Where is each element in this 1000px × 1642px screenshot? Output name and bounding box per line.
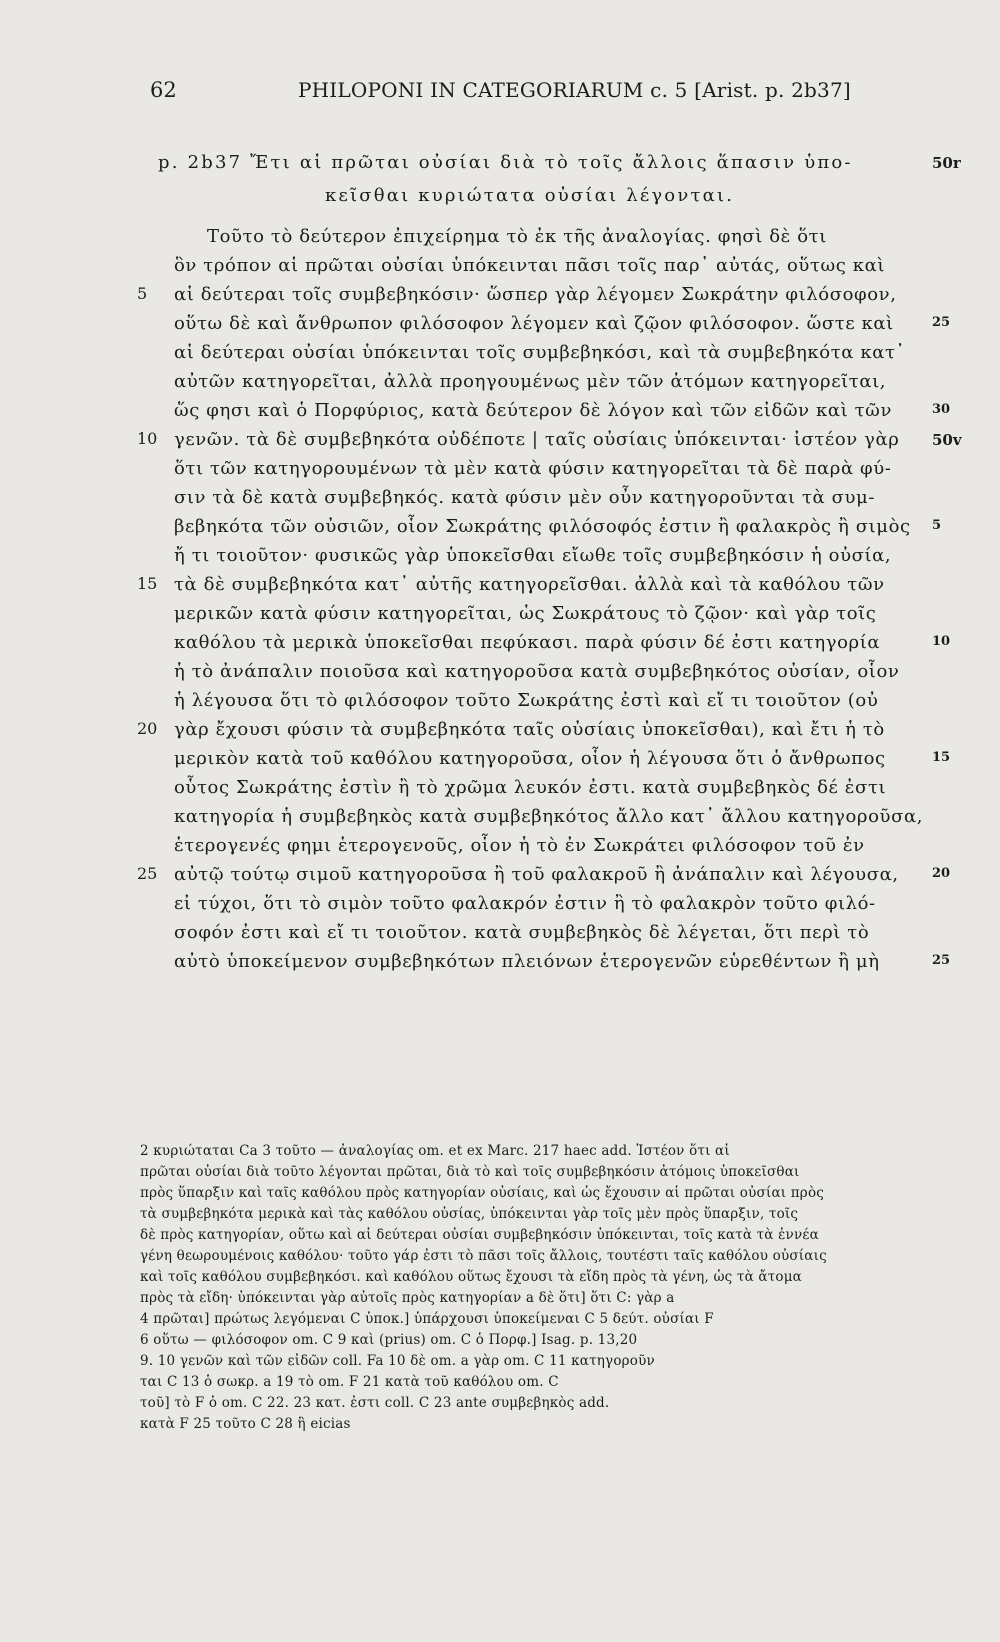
text-line (0, 313, 1000, 342)
line-text: σιν τὰ δὲ κατὰ συμβεβηκός. κατὰ φύσιν μὲν οὖν κατηγοροῦνται τὰ συμ- (174, 487, 876, 508)
margin-reference: 5 (932, 518, 942, 533)
footnote-text: πρῶται οὐσίαι διὰ τοῦτο λέγονται πρῶται, διὰ τὸ καὶ τοῖς συμβεβηκόσιν ἀτόμοις ὑποκεῖσθαι (140, 1164, 800, 1180)
text-line (0, 719, 1000, 748)
text-line (0, 748, 1000, 777)
footnote-text: καὶ τοῖς καθόλου συμβεβηκόσι. καὶ καθόλου οὕτως ἔχουσι τὰ εἴδη πρὸς τὰ γένη, ὡς τὰ ἄτομα (140, 1269, 802, 1285)
footnote-line (0, 1374, 1000, 1395)
footnote-line (0, 1290, 1000, 1311)
line-number: 10 (137, 429, 158, 448)
footnote-text: 4 πρῶται] πρώτως λεγόμεναι C ὑποκ.] ὑπάρχουσι ὑποκείμεναι C 5 δεύτ. οὐσίαι F (140, 1311, 714, 1327)
line-text: αὐτῷ τούτῳ σιμοῦ κατηγοροῦσα ἢ τοῦ φαλακροῦ ἢ ἀνάπαλιν καὶ λέγουσα, (174, 864, 899, 885)
text-line (0, 632, 1000, 661)
line-text: σοφόν ἐστι καὶ εἴ τι τοιοῦτον. κατὰ συμβεβηκὸς δὲ λέγεται, ὅτι περὶ τὸ (174, 922, 870, 943)
line-text: μερικῶν κατὰ φύσιν κατηγορεῖται, ὡς Σωκράτους τὸ ζῷον· καὶ γὰρ τοῖς (174, 603, 877, 624)
footnote-text: τὰ συμβεβηκότα μερικὰ καὶ τὰς καθόλου οὐσίας, ὑπόκεινται γὰρ τοῖς μὲν πρὸς ὕπαρξιν, τοῖς (140, 1206, 799, 1222)
text-line (0, 400, 1000, 429)
footnote-text: τοῦ] τὸ F ὁ om. C 22. 23 κατ. ἐστι coll. C 23 ante συμβεβηκὸς add. (140, 1395, 610, 1411)
text-line (0, 516, 1000, 545)
footnote-line (0, 1185, 1000, 1206)
footnote-line (0, 1269, 1000, 1290)
line-text: Τοῦτο τὸ δεύτερον ἐπιχείρημα τὸ ἐκ τῆς ἀναλογίας. φησὶ δὲ ὅτι (207, 226, 827, 247)
text-line (0, 284, 1000, 313)
footnote-text: ται C 13 ὁ σωκρ. a 19 τὸ om. F 21 κατὰ τοῦ καθόλου om. C (140, 1374, 559, 1390)
page-header (0, 78, 1000, 108)
footnote-text: δὲ πρὸς κατηγορίαν, οὕτω καὶ αἱ δεύτεραι οὐσίαι συμβεβηκόσιν ὑπόκεινται, τοῖς κατὰ τὰ ἐννέα (140, 1227, 819, 1243)
text-line (0, 922, 1000, 951)
line-text: εἰ τύχοι, ὅτι τὸ σιμὸν τοῦτο φαλακρόν ἐστιν ἢ τὸ φαλακρὸν τοῦτο φιλό- (174, 893, 876, 914)
line-text: μερικὸν κατὰ τοῦ καθόλου κατηγοροῦσα, οἷον ἡ λέγουσα ὅτι ὁ ἄνθρωπος (174, 748, 886, 769)
line-number: 5 (137, 284, 148, 303)
text-line (0, 487, 1000, 516)
page-number: 62 (150, 78, 177, 102)
footnote-text: 6 οὕτω — φιλόσοφον om. C 9 καὶ (prius) om. C ὁ Πορφ.] Isag. p. 13,20 (140, 1332, 638, 1348)
margin-reference: 50r (932, 154, 961, 172)
line-number: 25 (137, 864, 158, 883)
text-line (0, 806, 1000, 835)
margin-reference: 50v (932, 431, 962, 449)
line-text: αὐτῶν κατηγορεῖται, ἀλλὰ προηγουμένως μὲν τῶν ἀτόμων κατηγορεῖται, (174, 371, 887, 392)
line-text: ἑτερογενές φημι ἑτερογενοῦς, οἷον ἡ τὸ ἐν Σωκράτει φιλόσοφον τοῦ ἐν (174, 835, 865, 856)
critical-apparatus (0, 1143, 1000, 1437)
line-text: ἡ τὸ ἀνάπαλιν ποιοῦσα καὶ κατηγοροῦσα κατὰ συμβεβηκότος οὐσίαν, οἷον (174, 661, 900, 682)
footnote-line (0, 1206, 1000, 1227)
line-text: οὗτος Σωκράτης ἐστὶν ἢ τὸ χρῶμα λευκόν ἐστι. κατὰ συμβεβηκὸς δέ ἐστι (174, 777, 887, 798)
line-text: αἱ δεύτεραι τοῖς συμβεβηκόσιν· ὥσπερ γὰρ λέγομεν Σωκράτην φιλόσοφον, (174, 284, 897, 305)
line-text: ὅτι τῶν κατηγορουμένων τὰ μὲν κατὰ φύσιν κατηγορεῖται τὰ δὲ παρὰ φύ- (174, 458, 892, 479)
line-text: ὥς φησι καὶ ὁ Πορφύριος, κατὰ δεύτερον δὲ λόγον καὶ τῶν εἰδῶν καὶ τῶν (174, 400, 892, 421)
margin-reference: 20 (932, 866, 951, 881)
footnote-line (0, 1416, 1000, 1437)
line-text: ἡ λέγουσα ὅτι τὸ φιλόσοφον τοῦτο Σωκράτης ἐστὶ καὶ εἴ τι τοιοῦτον (οὐ (174, 690, 879, 711)
line-text: τὰ δὲ συμβεβηκότα κατ᾽ αὐτῆς κατηγορεῖσθαι. ἀλλὰ καὶ τὰ καθόλου τῶν (174, 574, 885, 595)
footnote-text: 9. 10 γενῶν καὶ τῶν εἰδῶν coll. Fa 10 δὲ om. a γὰρ om. C 11 κατηγοροῦν (140, 1353, 655, 1369)
text-line (0, 777, 1000, 806)
footnote-line (0, 1164, 1000, 1185)
line-text: p. 2b37 Ἔτι αἱ πρῶται οὐσίαι διὰ τὸ τοῖς ἄλλοις ἅπασιν ὑπο- (158, 152, 853, 173)
text-line (0, 185, 1000, 214)
footnote-text: γένη θεωρουμένοις καθόλου· τοῦτο γάρ ἐστι τὸ πᾶσι τοῖς ἄλλοις, τουτέστι ταῖς καθόλου οὐσίαις (140, 1248, 827, 1264)
line-text: κεῖσθαι κυριώτατα οὐσίαι λέγονται. (325, 185, 735, 206)
footnote-line (0, 1395, 1000, 1416)
footnote-line (0, 1227, 1000, 1248)
line-text: αὐτὸ ὑποκείμενον συμβεβηκότων πλειόνων ἑτερογενῶν εὑρεθέντων ἢ μὴ (174, 951, 880, 972)
text-line (0, 603, 1000, 632)
text-line (0, 255, 1000, 284)
text-line (0, 951, 1000, 980)
line-text: ἤ τι τοιοῦτον· φυσικῶς γὰρ ὑποκεῖσθαι εἴωθε τοῖς συμβεβηκόσιν ἡ οὐσία, (174, 545, 892, 566)
footnote-line (0, 1311, 1000, 1332)
text-line (0, 458, 1000, 487)
line-text: γὰρ ἔχουσι φύσιν τὰ συμβεβηκότα ταῖς οὐσίαις ὑποκεῖσθαι), καὶ ἔτι ἡ τὸ (174, 719, 885, 740)
footnote-line (0, 1248, 1000, 1269)
text-line (0, 864, 1000, 893)
footnote-text: κατὰ F 25 τοῦτο C 28 ἢ eicias (140, 1416, 351, 1432)
text-line (0, 342, 1000, 371)
margin-reference: 25 (932, 953, 951, 968)
line-text: οὕτω δὲ καὶ ἄνθρωπον φιλόσοφον λέγομεν καὶ ζῷον φιλόσοφον. ὥστε καὶ (174, 313, 894, 334)
text-line (0, 893, 1000, 922)
line-text: αἱ δεύτεραι οὐσίαι ὑπόκεινται τοῖς συμβεβηκόσι, καὶ τὰ συμβεβηκότα κατ᾽ (174, 342, 906, 363)
main-text (0, 152, 1000, 980)
text-line (0, 371, 1000, 400)
text-line (0, 226, 1000, 255)
margin-reference: 25 (932, 315, 951, 330)
footnote-text: πρὸς τὰ εἴδη· ὑπόκεινται γὰρ αὐτοῖς πρὸς κατηγορίαν a δὲ ὅτι] ὅτι C: γὰρ a (140, 1290, 675, 1306)
line-text: γενῶν. τὰ δὲ συμβεβηκότα οὐδέποτε | ταῖς οὐσίαις ὑπόκεινται· ἰστέον γὰρ (174, 429, 900, 450)
text-line (0, 661, 1000, 690)
line-text: κατηγορία ἡ συμβεβηκὸς κατὰ συμβεβηκότος ἄλλο κατ᾽ ἄλλου κατηγοροῦσα, (174, 806, 924, 827)
text-line (0, 835, 1000, 864)
footnote-line (0, 1143, 1000, 1164)
text-line (0, 545, 1000, 574)
line-text: καθόλου τὰ μερικὰ ὑποκεῖσθαι πεφύκασι. παρὰ φύσιν δέ ἐστι κατηγορία (174, 632, 881, 653)
footnote-text: 2 κυριώταται Ca 3 τοῦτο — ἀναλογίας om. et ex Marc. 217 haec add. Ἰστέον ὅτι αἱ (140, 1143, 730, 1159)
margin-reference: 10 (932, 634, 951, 649)
line-text: ὃν τρόπον αἱ πρῶται οὐσίαι ὑπόκεινται πᾶσι τοῖς παρ᾽ αὐτάς, οὕτως καὶ (174, 255, 886, 276)
line-number: 20 (137, 719, 158, 738)
footnote-line (0, 1332, 1000, 1353)
text-line (0, 574, 1000, 603)
footnote-text: πρὸς ὕπαρξιν καὶ ταῖς καθόλου πρὸς κατηγορίαν οὐσίαις, καὶ ὡς ἔχουσιν αἱ πρῶται οὐσίαι πρὸς (140, 1185, 825, 1201)
text-line (0, 152, 1000, 181)
text-line (0, 690, 1000, 719)
line-text: βεβηκότα τῶν οὐσιῶν, οἷον Σωκράτης φιλόσοφός ἐστιν ἢ φαλακρὸς ἢ σιμὸς (174, 516, 911, 537)
margin-reference: 30 (932, 402, 951, 417)
footnote-line (0, 1353, 1000, 1374)
running-title: PHILOPONI IN CATEGORIARUM c. 5 [Arist. p. 2b37] (298, 78, 851, 102)
text-line (0, 429, 1000, 458)
line-number: 15 (137, 574, 158, 593)
margin-reference: 15 (932, 750, 951, 765)
